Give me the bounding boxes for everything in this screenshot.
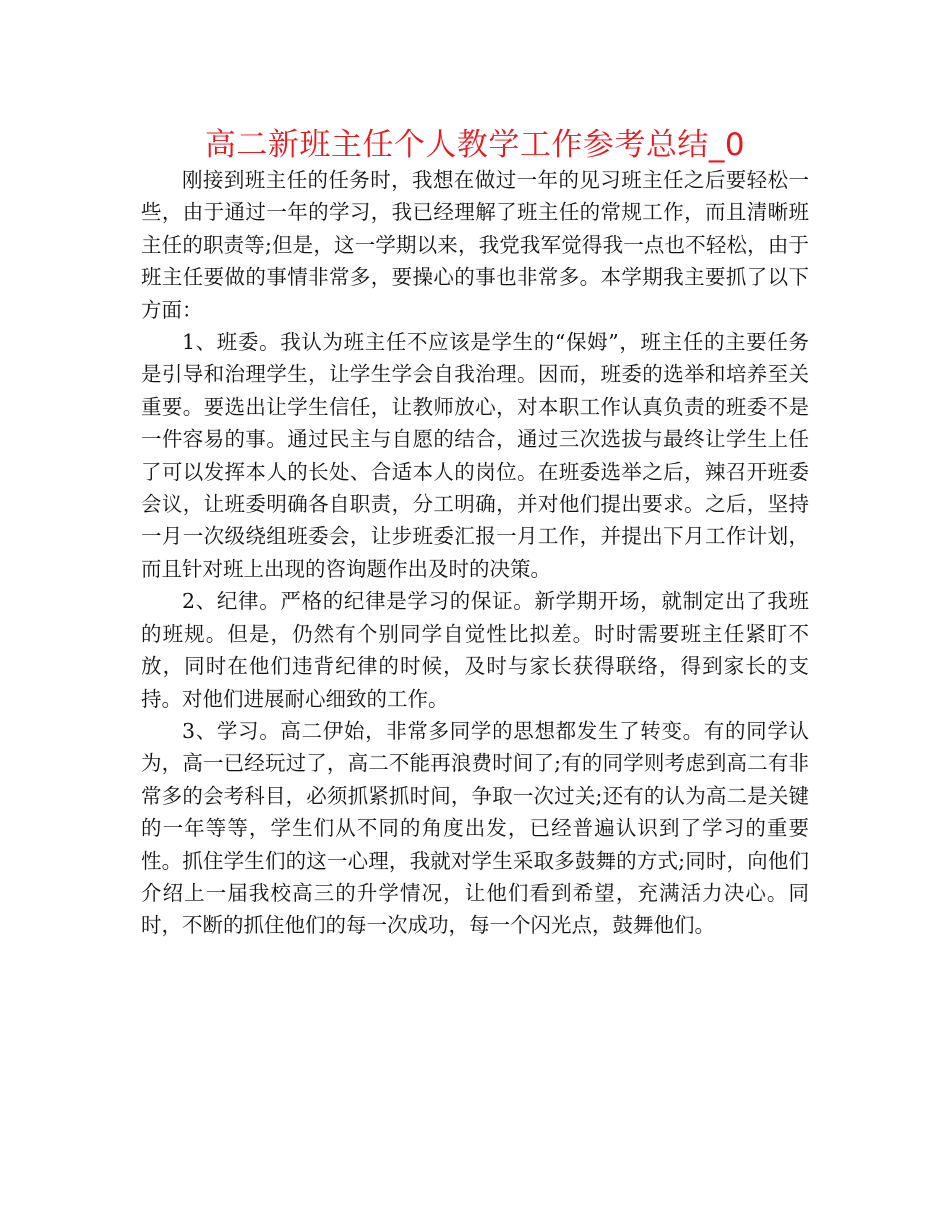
paragraph-intro: 刚接到班主任的任务时，我想在做过一年的见习班主任之后要轻松一些，由于通过一年的学习，我已经理解了班主任的常规工作，而且清晰班主任的职责等;但是，这一学期以来，我党我军觉得我一点也不轻松，由于班主任要做的事情非常多，要操心的事也非常多。本学期我主要抓了以下方面： (141, 168, 809, 322)
paragraph-discipline: 2、纪律。严格的纪律是学习的保证。新学期开场，就制定出了我班的班规。但是，仍然有个别同学自觉性比拟差。时时需要班主任紧盯不放，同时在他们违背纪律的时候，及时与家长获得联络，得到家长的支持。对他们进展耐心细致的工作。 (141, 589, 809, 711)
document-body (141, 164, 809, 942)
document-title: 高二新班主任个人教学工作参考总结_0 (204, 127, 746, 163)
paragraph-study: 3、学习。高二伊始，非常多同学的思想都发生了转变。有的同学认为，高一已经玩过了，高二不能再浪费时间了;有的同学则考虑到高二有非常多的会考科目，必须抓紧抓时间，争取一次过关;还有的认为高二是关键的一年等等，学生们从不同的角度出发，已经普遍认识到了学习的重要性。抓住学生们的这一心理，我就对学生采取多鼓舞的方式;同时，向他们介绍上一届我校高三的升学情况，让他们看到希望，充满活力决心。同时，不断的抓住他们的每一次成功，每一个闪光点，鼓舞他们。 (141, 718, 809, 938)
paragraph-class-committee: 1、班委。我认为班主任不应该是学生的“保姆”，班主任的主要任务是引导和治理学生，让学生学会自我治理。因而，班委的选举和培养至关重要。要选出让学生信任，让教师放心，对本职工作认真负责的班委不是一件容易的事。通过民主与自愿的结合，通过三次选拔与最终让学生上任了可以发挥本人的长处、合适本人的岗位。在班委选举之后，辣召开班委会议，让班委明确各自职责，分工明确，并对他们提出要求。之后，坚持一月一次级绕组班委会，让步班委汇报一月工作，并提出下月工作计划，而且针对班上出现的咨询题作出及时的决策。 (141, 330, 809, 581)
